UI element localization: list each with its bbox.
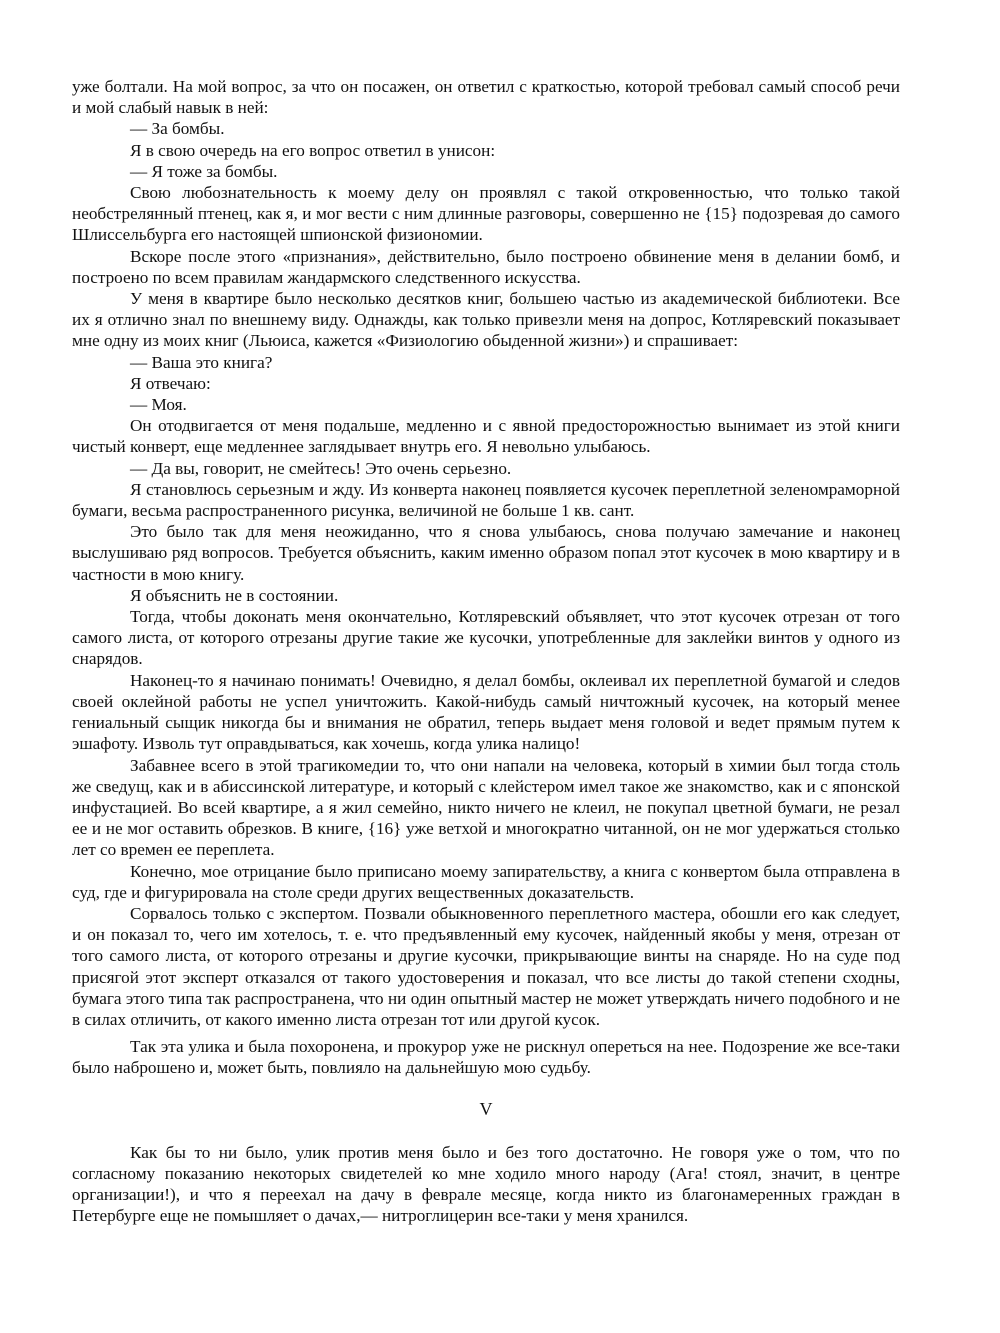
paragraph: Я объяснить не в состоянии. bbox=[130, 585, 339, 605]
paragraph: Сорвалось только с экспертом. Позвали обыкновенного переплетного мастера, обошли его как следует, и он показал то, чего им хотелось, т. е. что предъявленный ему кусочек, найденный якобы у меня, отрезан от того самого листа, от которого отрезаны и другие кусочки, прикрывающие винты на снаряде. Но на суде под присягой этот эксперт отказался от такого удостоверения и показал, что все листы до такой степени сходны, бумага этого типа так распространена, что ни один опытный мастер не может утверждать ничего подобного и не в силах отличить, от какого именно листа отрезан тот или другой кусок. bbox=[72, 903, 900, 1029]
paragraph: Наконец-то я начинаю понимать! Очевидно, я делал бомбы, оклеивал их переплетной бумагой и следов своей оклейной работы не успел уничтожить. Какой-нибудь самый ничтожный кусочек, на который менее гениальный сыщик никогда бы и внимания не обратил, теперь выдает меня головой и ведет прямым путем к эшафоту. Изволь тут оправдываться, как хочешь, когда улика налицо! bbox=[72, 670, 900, 754]
paragraph: — Моя. bbox=[130, 395, 187, 415]
document-page bbox=[72, 76, 900, 1227]
chapter-heading: V bbox=[479, 1098, 493, 1119]
paragraph: уже болтали. На мой вопрос, за что он посажен, он ответил с краткостью, которой требовал самый способ речи и мой слабый навык в ней: bbox=[72, 77, 900, 118]
paragraph: Свою любознательность к моему делу он проявлял с такой откровенностью, что только такой необстрелянный птенец, как я, и мог вести с ним длинные разговоры, совершенно не {15} подозревая до самого Шлиссельбурга его настоящей шпионской физиономии. bbox=[72, 183, 900, 245]
paragraph: Так эта улика и была похоронена, и прокурор уже не рискнул опереться на нее. Подозрение же все-таки было наброшено и, может быть, повлияло на дальнейшую мою судьбу. bbox=[72, 1037, 900, 1078]
paragraph: Забавнее всего в этой трагикомедии то, что они напали на человека, который в химии был тогда столь же сведущ, как и в абиссинской литературе, и который с клейстером имел такое же знакомство, как и с японской инфустацией. Во всей квартире, а я жил семейно, никто ничего не клеил, не покупал цветной бумаги, не резал ее и не мог оставить обрезков. В книге, {16} уже ветхой и многократно читанной, он не мог удержаться столько лет со времен ее переплета. bbox=[72, 755, 900, 860]
paragraph: — Я тоже за бомбы. bbox=[130, 161, 278, 181]
paragraph: Я в свою очередь на его вопрос ответил в унисон: bbox=[130, 140, 496, 160]
paragraph: У меня в квартире было несколько десятков книг, большею частью из академической библиотеки. Все их я отлично знал по внешнему виду. Однажды, как только привезли меня на допрос, Котляревский показывает мне одну из моих книг (Льюиса, кажется «Физиологию обыденной жизни») и спрашивает: bbox=[72, 289, 900, 351]
paragraph: — За бомбы. bbox=[130, 119, 225, 139]
paragraph: Я становлюсь серьезным и жду. Из конверта наконец появляется кусочек переплетной зеленомраморной бумаги, весьма распространенного рисунка, величиной не больше 1 кв. сант. bbox=[72, 479, 900, 521]
paragraph: Как бы то ни было, улик против меня было и без того достаточно. Не говоря уже о том, что по согласному показанию некоторых свидетелей ко мне ходило много народу (Ага! стоял, значит, в центре организации!), и что я переехал на дачу в феврале месяце, когда никто из благонамеренных граждан в Петербурге еще не помышляет о дачах,— нитроглицерин все-таки у меня хранился. bbox=[72, 1142, 900, 1226]
paragraph: — Да вы, говорит, не смейтесь! Это очень серьезно. bbox=[130, 458, 512, 478]
paragraph: Конечно, мое отрицание было приписано моему запирательству, а книга с конвертом была отправлена в суд, где и фигурировала на столе среди других вещественных доказательств. bbox=[72, 861, 900, 902]
paragraph: Вскоре после этого «признания», действительно, было построено обвинение меня в делании бомб, и построено по всем правилам жандармского следственного искусства. bbox=[72, 246, 900, 287]
paragraph: Это было так для меня неожиданно, что я снова улыбаюсь, снова получаю замечание и наконец выслушиваю ряд вопросов. Требуется объяснить, каким именно образом попал этот кусочек в мою квартиру и в частности в мою книгу. bbox=[72, 522, 900, 584]
paragraph: Я отвечаю: bbox=[130, 373, 211, 393]
paragraph: Он отодвигается от меня подальше, медленно и с явной предосторожностью вынимает из этой книги чистый конверт, еще медленнее заглядывает внутрь его. Я невольно улыбаюсь. bbox=[72, 416, 900, 457]
paragraph: Тогда, чтобы доконать меня окончательно, Котляревский объявляет, что этот кусочек отрезан от того самого листа, от которого отрезаны другие такие же кусочки, употребленные для заклейки винтов у одного из снарядов. bbox=[72, 607, 900, 669]
paragraph: — Ваша это книга? bbox=[130, 352, 273, 372]
